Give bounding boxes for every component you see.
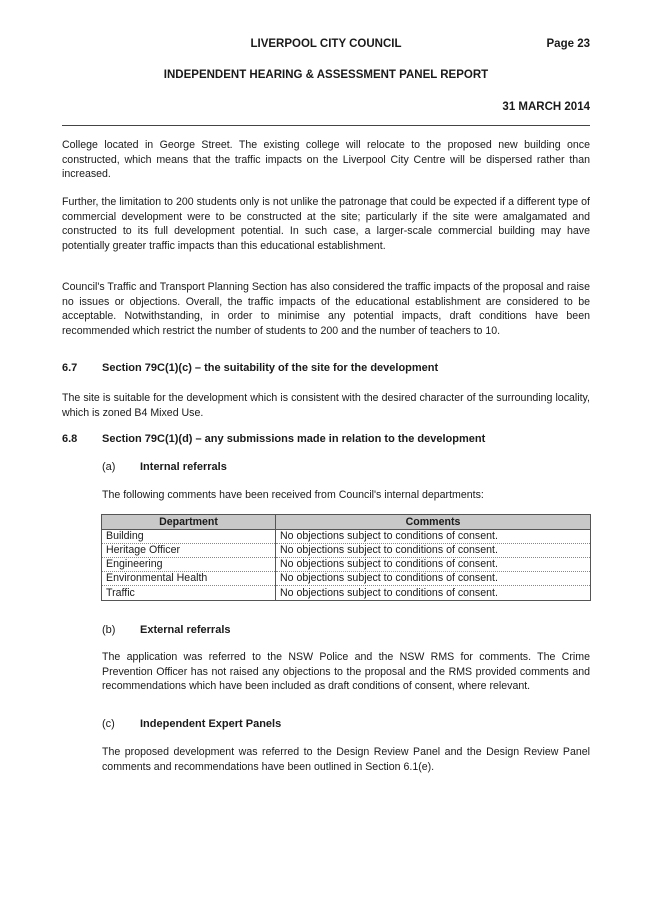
section-6-7-title: Section 79C(1)(c) – the suitability of the site for the development bbox=[102, 362, 439, 374]
paragraph-2: Further, the limitation to 200 students only is not unlike the patronage that could be expected if a different type of commercial development were to be constructed at the site; particularly if the site were amalgamated and constructed to its full development potential. In such case, a larger-scale commercial building may have potentially greater traffic impacts than this educational establishment. bbox=[62, 196, 590, 252]
page-number: Page 23 bbox=[546, 38, 590, 50]
header-divider bbox=[62, 125, 590, 126]
table-cell-department: Engineering bbox=[102, 558, 276, 572]
table-header-department: Department bbox=[102, 515, 276, 530]
subsection-c-title: Independent Expert Panels bbox=[140, 718, 282, 730]
table-row bbox=[102, 572, 591, 586]
table-cell-comment: No objections subject to conditions of consent. bbox=[276, 572, 591, 586]
table-row bbox=[102, 530, 591, 544]
subsection-c-text: The proposed development was referred to the Design Review Panel and the Design Review Panel comments and recommendations have been outlined in Section 6.1(e). bbox=[102, 746, 590, 773]
table-cell-comment: No objections subject to conditions of consent. bbox=[276, 544, 591, 558]
subsection-b-text: The application was referred to the NSW Police and the NSW RMS for comments. The Crime Prevention Officer has not raised any objections to the proposal and the RMS provided comments and recommendations which have been included as draft conditions of consent, where relevant. bbox=[102, 651, 590, 693]
table-row bbox=[102, 586, 591, 601]
subsection-b-title: External referrals bbox=[140, 624, 231, 636]
table-row bbox=[102, 544, 591, 558]
subsection-c-letter: (c) bbox=[102, 718, 115, 730]
table-cell-department: Heritage Officer bbox=[102, 544, 276, 558]
section-6-7-number: 6.7 bbox=[62, 362, 78, 374]
section-6-7-text: The site is suitable for the development which is consistent with the desired character of the surrounding locality, which is zoned B4 Mixed Use. bbox=[62, 392, 590, 419]
table-row bbox=[102, 558, 591, 572]
paragraph-3: Council's Traffic and Transport Planning Section has also considered the traffic impacts of the proposal and raise no issues or objections. Overall, the traffic impacts of the educational establishment are considered to be acceptable. Notwithstanding, in order to minimise any potential impacts, draft conditions have been recommended which restrict the number of students to 200 and the number of teachers to 10. bbox=[62, 281, 590, 337]
table-cell-comment: No objections subject to conditions of consent. bbox=[276, 586, 591, 601]
report-date: 31 MARCH 2014 bbox=[502, 101, 590, 113]
subsection-a-title: Internal referrals bbox=[140, 461, 227, 473]
referrals-table bbox=[101, 514, 591, 601]
table-cell-comment: No objections subject to conditions of consent. bbox=[276, 558, 591, 572]
council-name: LIVERPOOL CITY COUNCIL bbox=[250, 38, 402, 50]
subsection-b-letter: (b) bbox=[102, 624, 116, 636]
section-6-8-number: 6.8 bbox=[62, 433, 78, 445]
paragraph-1: College located in George Street. The existing college will relocate to the proposed new building once constructed, which means that the traffic impacts on the Liverpool City Centre will be dispersed rather than increased. bbox=[62, 139, 590, 181]
table-header-row bbox=[102, 515, 591, 530]
section-6-8-title: Section 79C(1)(d) – any submissions made in relation to the development bbox=[102, 433, 486, 445]
table-header-comments: Comments bbox=[276, 515, 591, 530]
table-cell-department: Building bbox=[102, 530, 276, 544]
report-title: INDEPENDENT HEARING & ASSESSMENT PANEL REPORT bbox=[163, 69, 489, 81]
subsection-a-intro: The following comments have been received from Council's internal departments: bbox=[102, 489, 484, 501]
table-cell-comment: No objections subject to conditions of consent. bbox=[276, 530, 591, 544]
subsection-a-letter: (a) bbox=[102, 461, 116, 473]
table-cell-department: Traffic bbox=[102, 586, 276, 601]
table-cell-department: Environmental Health bbox=[102, 572, 276, 586]
